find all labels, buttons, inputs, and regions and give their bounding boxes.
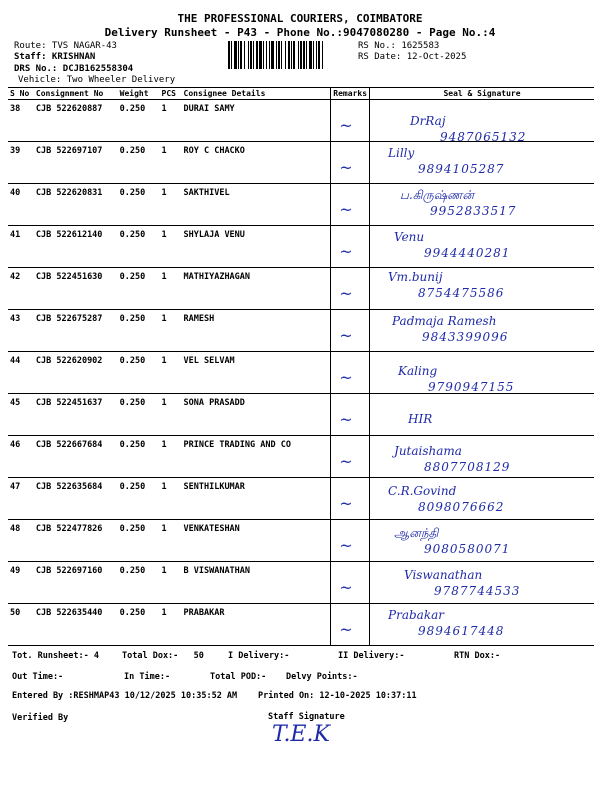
table-row: [8, 100, 594, 142]
row-consignee: VENKATESHAN: [182, 520, 331, 562]
row-pcs: 1: [160, 562, 182, 604]
verified-by: Verified By: [12, 713, 69, 723]
rs-number: RS No.: 1625583: [358, 41, 440, 51]
table-header-row: [8, 88, 594, 100]
row-pcs: 1: [160, 268, 182, 310]
entered-by: Entered By :RESHMAP43 10/12/2025 10:35:52 AM: [12, 691, 238, 701]
row-seal-signature: [370, 184, 594, 226]
row-seal-signature: [370, 142, 594, 184]
row-seal-signature: [370, 268, 594, 310]
row-weight: 0.250: [118, 310, 160, 352]
page-title: THE PROFESSIONAL COURIERS, COIMBATORE: [177, 12, 423, 25]
row-remarks: [331, 226, 370, 268]
row-consignment-no: CJB 522620902: [34, 352, 118, 394]
signature-name: ப.கிருஷ்ணன்: [400, 188, 475, 202]
row-consignee: VEL SELVAM: [182, 352, 331, 394]
row-sno: 44: [8, 352, 34, 394]
table-row: [8, 268, 594, 310]
table-row: [8, 352, 594, 394]
row-remarks: [331, 604, 370, 646]
table-row: [8, 436, 594, 478]
signature-name: ஆனந்தி: [394, 526, 439, 540]
row-consignee: SONA PRASADD: [182, 394, 331, 436]
row-pcs: 1: [160, 394, 182, 436]
row-consignee: DURAI SAMY: [182, 100, 331, 142]
signature-phone: 8754475586: [418, 286, 505, 300]
row-consignment-no: CJB 522635440: [34, 604, 118, 646]
tick-mark-icon: ~: [339, 158, 353, 177]
row-weight: 0.250: [118, 520, 160, 562]
drs-label: DRS No.:: [14, 64, 58, 74]
row-sno: 47: [8, 478, 34, 520]
vehicle-label: Vehicle: Two Wheeler Delivery: [18, 75, 176, 85]
col-consignment: Consignment No: [34, 88, 118, 100]
row-weight: 0.250: [118, 478, 160, 520]
tick-mark-icon: ~: [339, 116, 353, 135]
printed-on: Printed On: 12-10-2025 10:37:11: [258, 691, 417, 701]
barcode-icon: [228, 41, 354, 69]
row-consignment-no: CJB 522477826: [34, 520, 118, 562]
out-time: Out Time:-: [12, 672, 64, 682]
signature-phone: 8098076662: [418, 500, 505, 514]
runsheet-subtitle: Delivery Runsheet - P43 - Phone No.:9047080280 - Page No.:4: [104, 26, 496, 39]
row-sno: 40: [8, 184, 34, 226]
col-pcs: PCS: [160, 88, 182, 100]
row-weight: 0.250: [118, 226, 160, 268]
row-remarks: [331, 184, 370, 226]
runsheet-table: [8, 87, 594, 646]
row-consignee: B VISWANATHAN: [182, 562, 331, 604]
row-consignee: MATHIYAZHAGAN: [182, 268, 331, 310]
drs-number: [14, 64, 133, 74]
tot-runsheet: Tot. Runsheet:- 4: [12, 651, 99, 661]
col-remarks: Remarks: [331, 88, 370, 100]
row-pcs: 1: [160, 478, 182, 520]
rtn-dox: RTN Dox:-: [454, 651, 501, 661]
row-pcs: 1: [160, 310, 182, 352]
signature-phone: 9944440281: [424, 246, 511, 260]
signature-phone: 9787744533: [434, 584, 521, 598]
row-weight: 0.250: [118, 184, 160, 226]
i-delivery: I Delivery:-: [228, 651, 290, 661]
row-pcs: 1: [160, 520, 182, 562]
row-weight: 0.250: [118, 436, 160, 478]
row-sno: 45: [8, 394, 34, 436]
tick-mark-icon: ~: [339, 578, 353, 597]
signature-name: HIR: [408, 412, 433, 426]
row-sno: 48: [8, 520, 34, 562]
row-seal-signature: [370, 100, 594, 142]
row-sno: 43: [8, 310, 34, 352]
row-seal-signature: [370, 226, 594, 268]
row-remarks: [331, 562, 370, 604]
table-row: [8, 604, 594, 646]
row-sno: 50: [8, 604, 34, 646]
delvy-points: Delvy Points:-: [286, 672, 358, 682]
staff-signature-label: Staff Signature: [268, 712, 345, 722]
staff-label: Staff: KRISHNAN: [14, 52, 96, 62]
tick-mark-icon: ~: [339, 284, 353, 303]
row-seal-signature: [370, 604, 594, 646]
row-consignment-no: CJB 522697107: [34, 142, 118, 184]
signature-phone: 9080580071: [424, 542, 511, 556]
tick-mark-icon: ~: [339, 620, 353, 639]
tick-mark-icon: ~: [339, 494, 353, 513]
row-remarks: [331, 520, 370, 562]
total-dox: Total Dox:- 50: [122, 651, 204, 661]
row-seal-signature: [370, 310, 594, 352]
signature-name: DrRaj: [410, 114, 446, 128]
row-sno: 42: [8, 268, 34, 310]
row-consignee: SHYLAJA VENU: [182, 226, 331, 268]
signature-name: Venu: [394, 230, 425, 244]
row-pcs: 1: [160, 604, 182, 646]
signature-phone: 9843399096: [422, 330, 509, 344]
row-weight: 0.250: [118, 352, 160, 394]
row-consignment-no: CJB 522451637: [34, 394, 118, 436]
tick-mark-icon: ~: [339, 410, 353, 429]
row-sno: 46: [8, 436, 34, 478]
row-weight: 0.250: [118, 268, 160, 310]
row-remarks: [331, 394, 370, 436]
table-row: [8, 562, 594, 604]
signature-phone: 9952833517: [430, 204, 517, 218]
row-seal-signature: [370, 562, 594, 604]
tick-mark-icon: ~: [339, 452, 353, 471]
signature-phone: 9894105287: [418, 162, 505, 176]
row-seal-signature: [370, 394, 594, 436]
signature-name: Kaling: [398, 364, 438, 378]
row-remarks: [331, 478, 370, 520]
tick-mark-icon: ~: [339, 536, 353, 555]
col-seal-signature: Seal & Signature: [370, 88, 594, 100]
row-weight: 0.250: [118, 604, 160, 646]
row-pcs: 1: [160, 100, 182, 142]
ii-delivery: II Delivery:-: [338, 651, 405, 661]
col-weight: Weight: [118, 88, 160, 100]
table-row: [8, 394, 594, 436]
row-remarks: [331, 310, 370, 352]
row-sno: 39: [8, 142, 34, 184]
row-pcs: 1: [160, 436, 182, 478]
row-consignment-no: CJB 522667684: [34, 436, 118, 478]
tick-mark-icon: ~: [339, 368, 353, 387]
row-seal-signature: [370, 520, 594, 562]
total-pod: Total POD:-: [210, 672, 267, 682]
signature-phone: 8807708129: [424, 460, 511, 474]
row-sno: 41: [8, 226, 34, 268]
row-remarks: [331, 100, 370, 142]
table-body: [8, 100, 594, 646]
row-weight: 0.250: [118, 100, 160, 142]
row-remarks: [331, 352, 370, 394]
row-weight: 0.250: [118, 394, 160, 436]
rs-date: RS Date: 12-Oct-2025: [358, 52, 467, 62]
signature-name: Lilly: [388, 146, 415, 160]
tick-mark-icon: ~: [339, 326, 353, 345]
table-row: [8, 520, 594, 562]
table-row: [8, 226, 594, 268]
tick-mark-icon: ~: [339, 242, 353, 261]
row-consignee: RAMESH: [182, 310, 331, 352]
signature-name: Prabakar: [388, 608, 444, 622]
row-consignment-no: CJB 522612140: [34, 226, 118, 268]
row-consignment-no: CJB 522620831: [34, 184, 118, 226]
row-weight: 0.250: [118, 562, 160, 604]
in-time: In Time:-: [124, 672, 171, 682]
row-consignment-no: CJB 522451630: [34, 268, 118, 310]
signature-phone: 9894617448: [418, 624, 505, 638]
row-sno: 38: [8, 100, 34, 142]
row-seal-signature: [370, 478, 594, 520]
row-sno: 49: [8, 562, 34, 604]
row-consignment-no: CJB 522675287: [34, 310, 118, 352]
col-sno: S No: [8, 88, 34, 100]
row-consignee: SAKTHIVEL: [182, 184, 331, 226]
row-pcs: 1: [160, 184, 182, 226]
row-consignee: PRABAKAR: [182, 604, 331, 646]
signature-name: Padmaja Ramesh: [392, 314, 497, 328]
row-remarks: [331, 268, 370, 310]
signature-name: C.R.Govind: [388, 484, 457, 498]
table-row: [8, 478, 594, 520]
col-consignee: Consignee Details: [182, 88, 331, 100]
row-weight: 0.250: [118, 142, 160, 184]
signature-name: Vm.bunij: [388, 270, 443, 284]
row-seal-signature: [370, 352, 594, 394]
tick-mark-icon: ~: [339, 200, 353, 219]
row-consignment-no: CJB 522635684: [34, 478, 118, 520]
row-pcs: 1: [160, 226, 182, 268]
drs-value: DCJB162558304: [62, 64, 134, 74]
signature-name: Viswanathan: [404, 568, 483, 582]
row-pcs: 1: [160, 142, 182, 184]
row-remarks: [331, 436, 370, 478]
row-pcs: 1: [160, 352, 182, 394]
table-row: [8, 184, 594, 226]
staff-signature-scrawl: T.E.K: [272, 722, 330, 747]
row-consignee: SENTHILKUMAR: [182, 478, 331, 520]
table-row: [8, 310, 594, 352]
row-remarks: [331, 142, 370, 184]
signature-phone: 9487065132: [440, 130, 527, 144]
row-consignment-no: CJB 522697160: [34, 562, 118, 604]
row-consignee: PRINCE TRADING AND CO: [182, 436, 331, 478]
signature-phone: 9790947155: [428, 380, 515, 394]
signature-name: Jutaishama: [394, 444, 462, 458]
row-consignment-no: CJB 522620887: [34, 100, 118, 142]
table-row: [8, 142, 594, 184]
row-consignee: ROY C CHACKO: [182, 142, 331, 184]
row-seal-signature: [370, 436, 594, 478]
route-label: Route: TVS NAGAR-43: [14, 41, 117, 51]
